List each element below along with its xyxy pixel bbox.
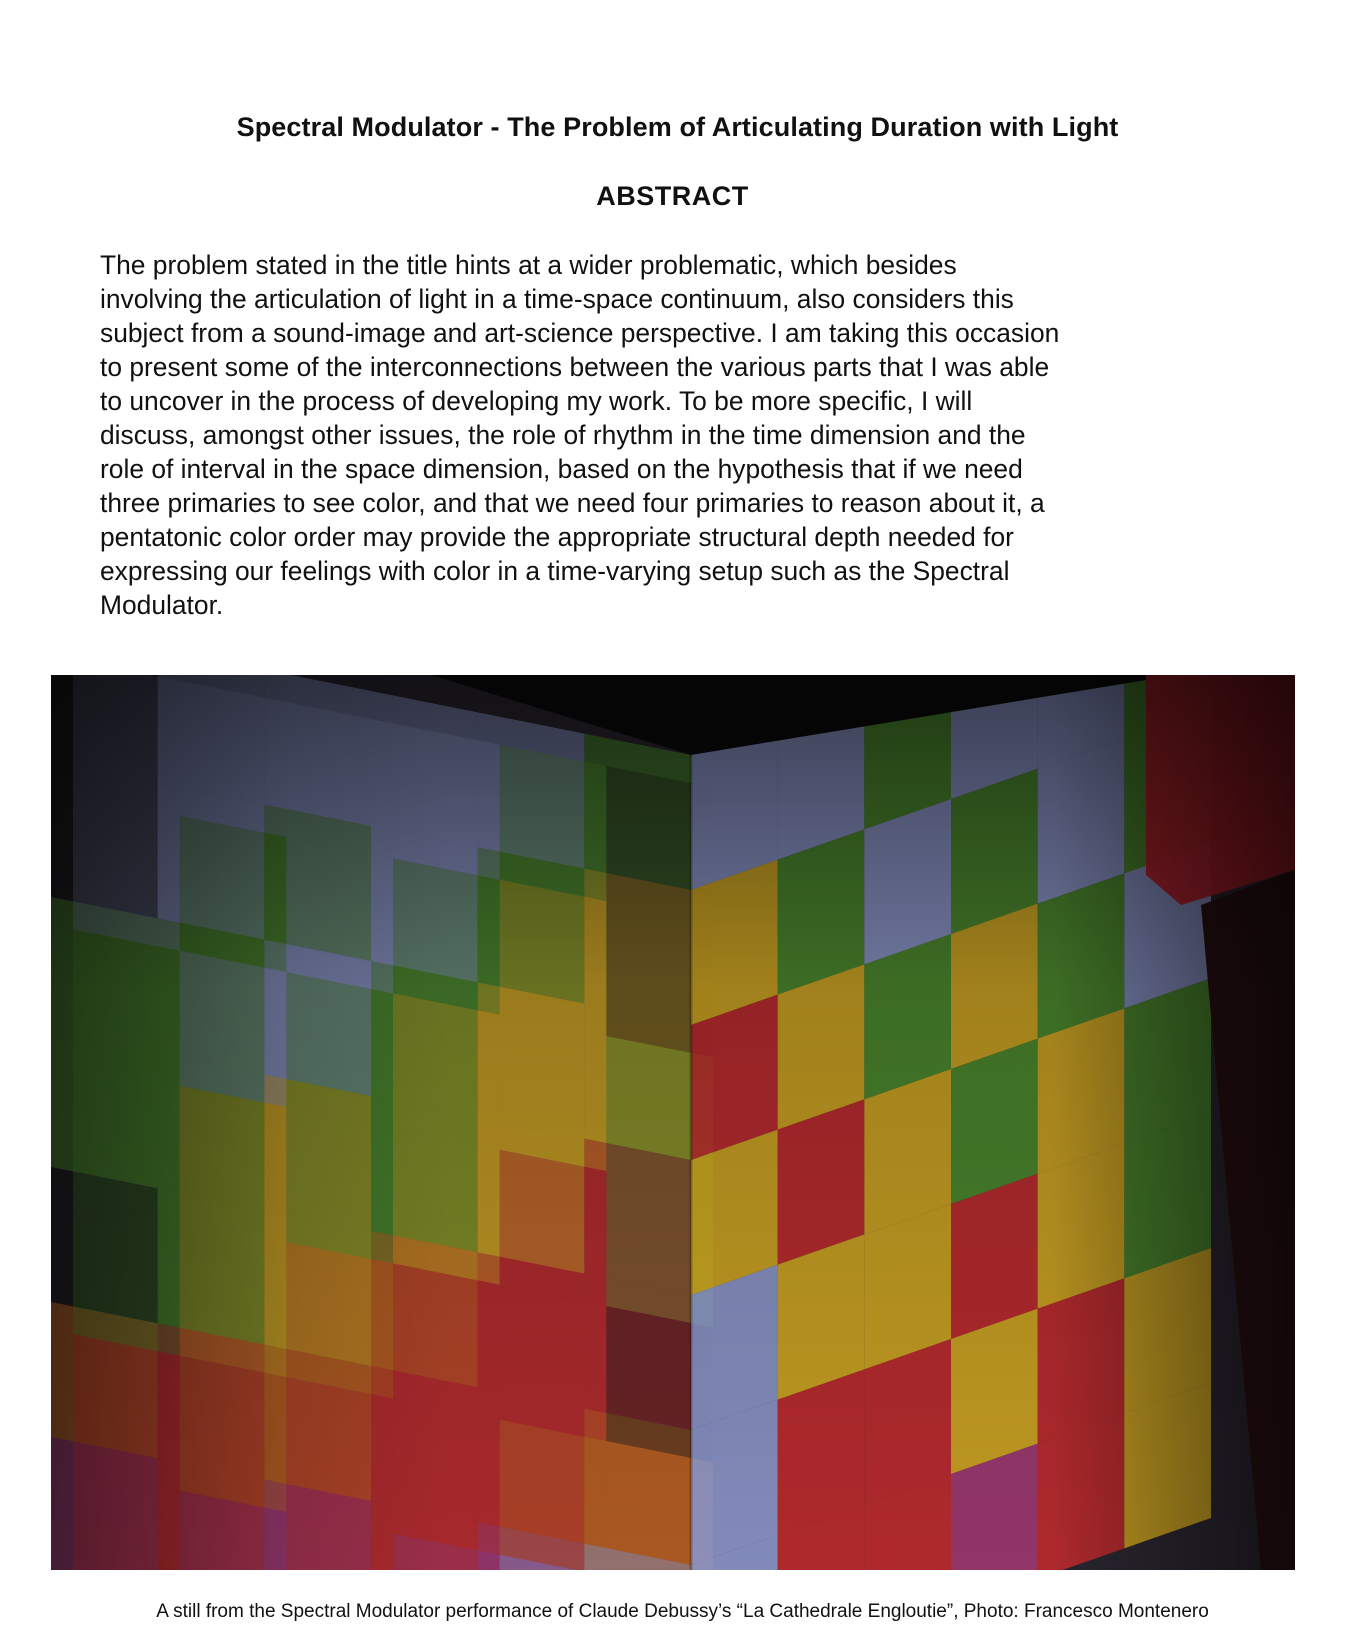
performance-photo <box>51 675 1295 1570</box>
abstract-line: subject from a sound-image and art-science perspective. I am taking this occasion <box>100 318 1060 348</box>
abstract-line: Modulator. <box>100 590 224 620</box>
abstract-line: discuss, amongst other issues, the role of rhythm in the time dimension and the <box>100 420 1026 450</box>
photo-caption: A still from the Spectral Modulator performance of Claude Debussy’s “La Cathedrale Engloutie”, Photo: Francesco Montenero <box>156 1601 1209 1622</box>
abstract-line: role of interval in the space dimension, based on the hypothesis that if we need <box>100 454 1023 484</box>
abstract-line: pentatonic color order may provide the appropriate structural depth needed for <box>100 522 1014 552</box>
abstract-heading: ABSTRACT <box>596 181 749 211</box>
left-vignette <box>51 675 451 1570</box>
abstract-line: to present some of the interconnections between the various parts that I was able <box>100 352 1050 382</box>
document-title: Spectral Modulator - The Problem of Articulating Duration with Light <box>236 112 1119 142</box>
abstract-line: to uncover in the process of developing my work. To be more specific, I will <box>100 386 973 416</box>
light-installation-image <box>51 675 1295 1570</box>
abstract-line: The problem stated in the title hints at a wider problematic, which besides <box>100 250 957 280</box>
abstract-text <box>100 248 1250 622</box>
abstract-line: expressing our feelings with color in a time-varying setup such as the Spectral <box>100 556 1010 586</box>
right-vignette <box>1051 675 1295 1570</box>
abstract-line: three primaries to see color, and that we need four primaries to reason about it, a <box>100 488 1045 518</box>
abstract-line: involving the articulation of light in a time-space continuum, also considers this <box>100 284 1014 314</box>
